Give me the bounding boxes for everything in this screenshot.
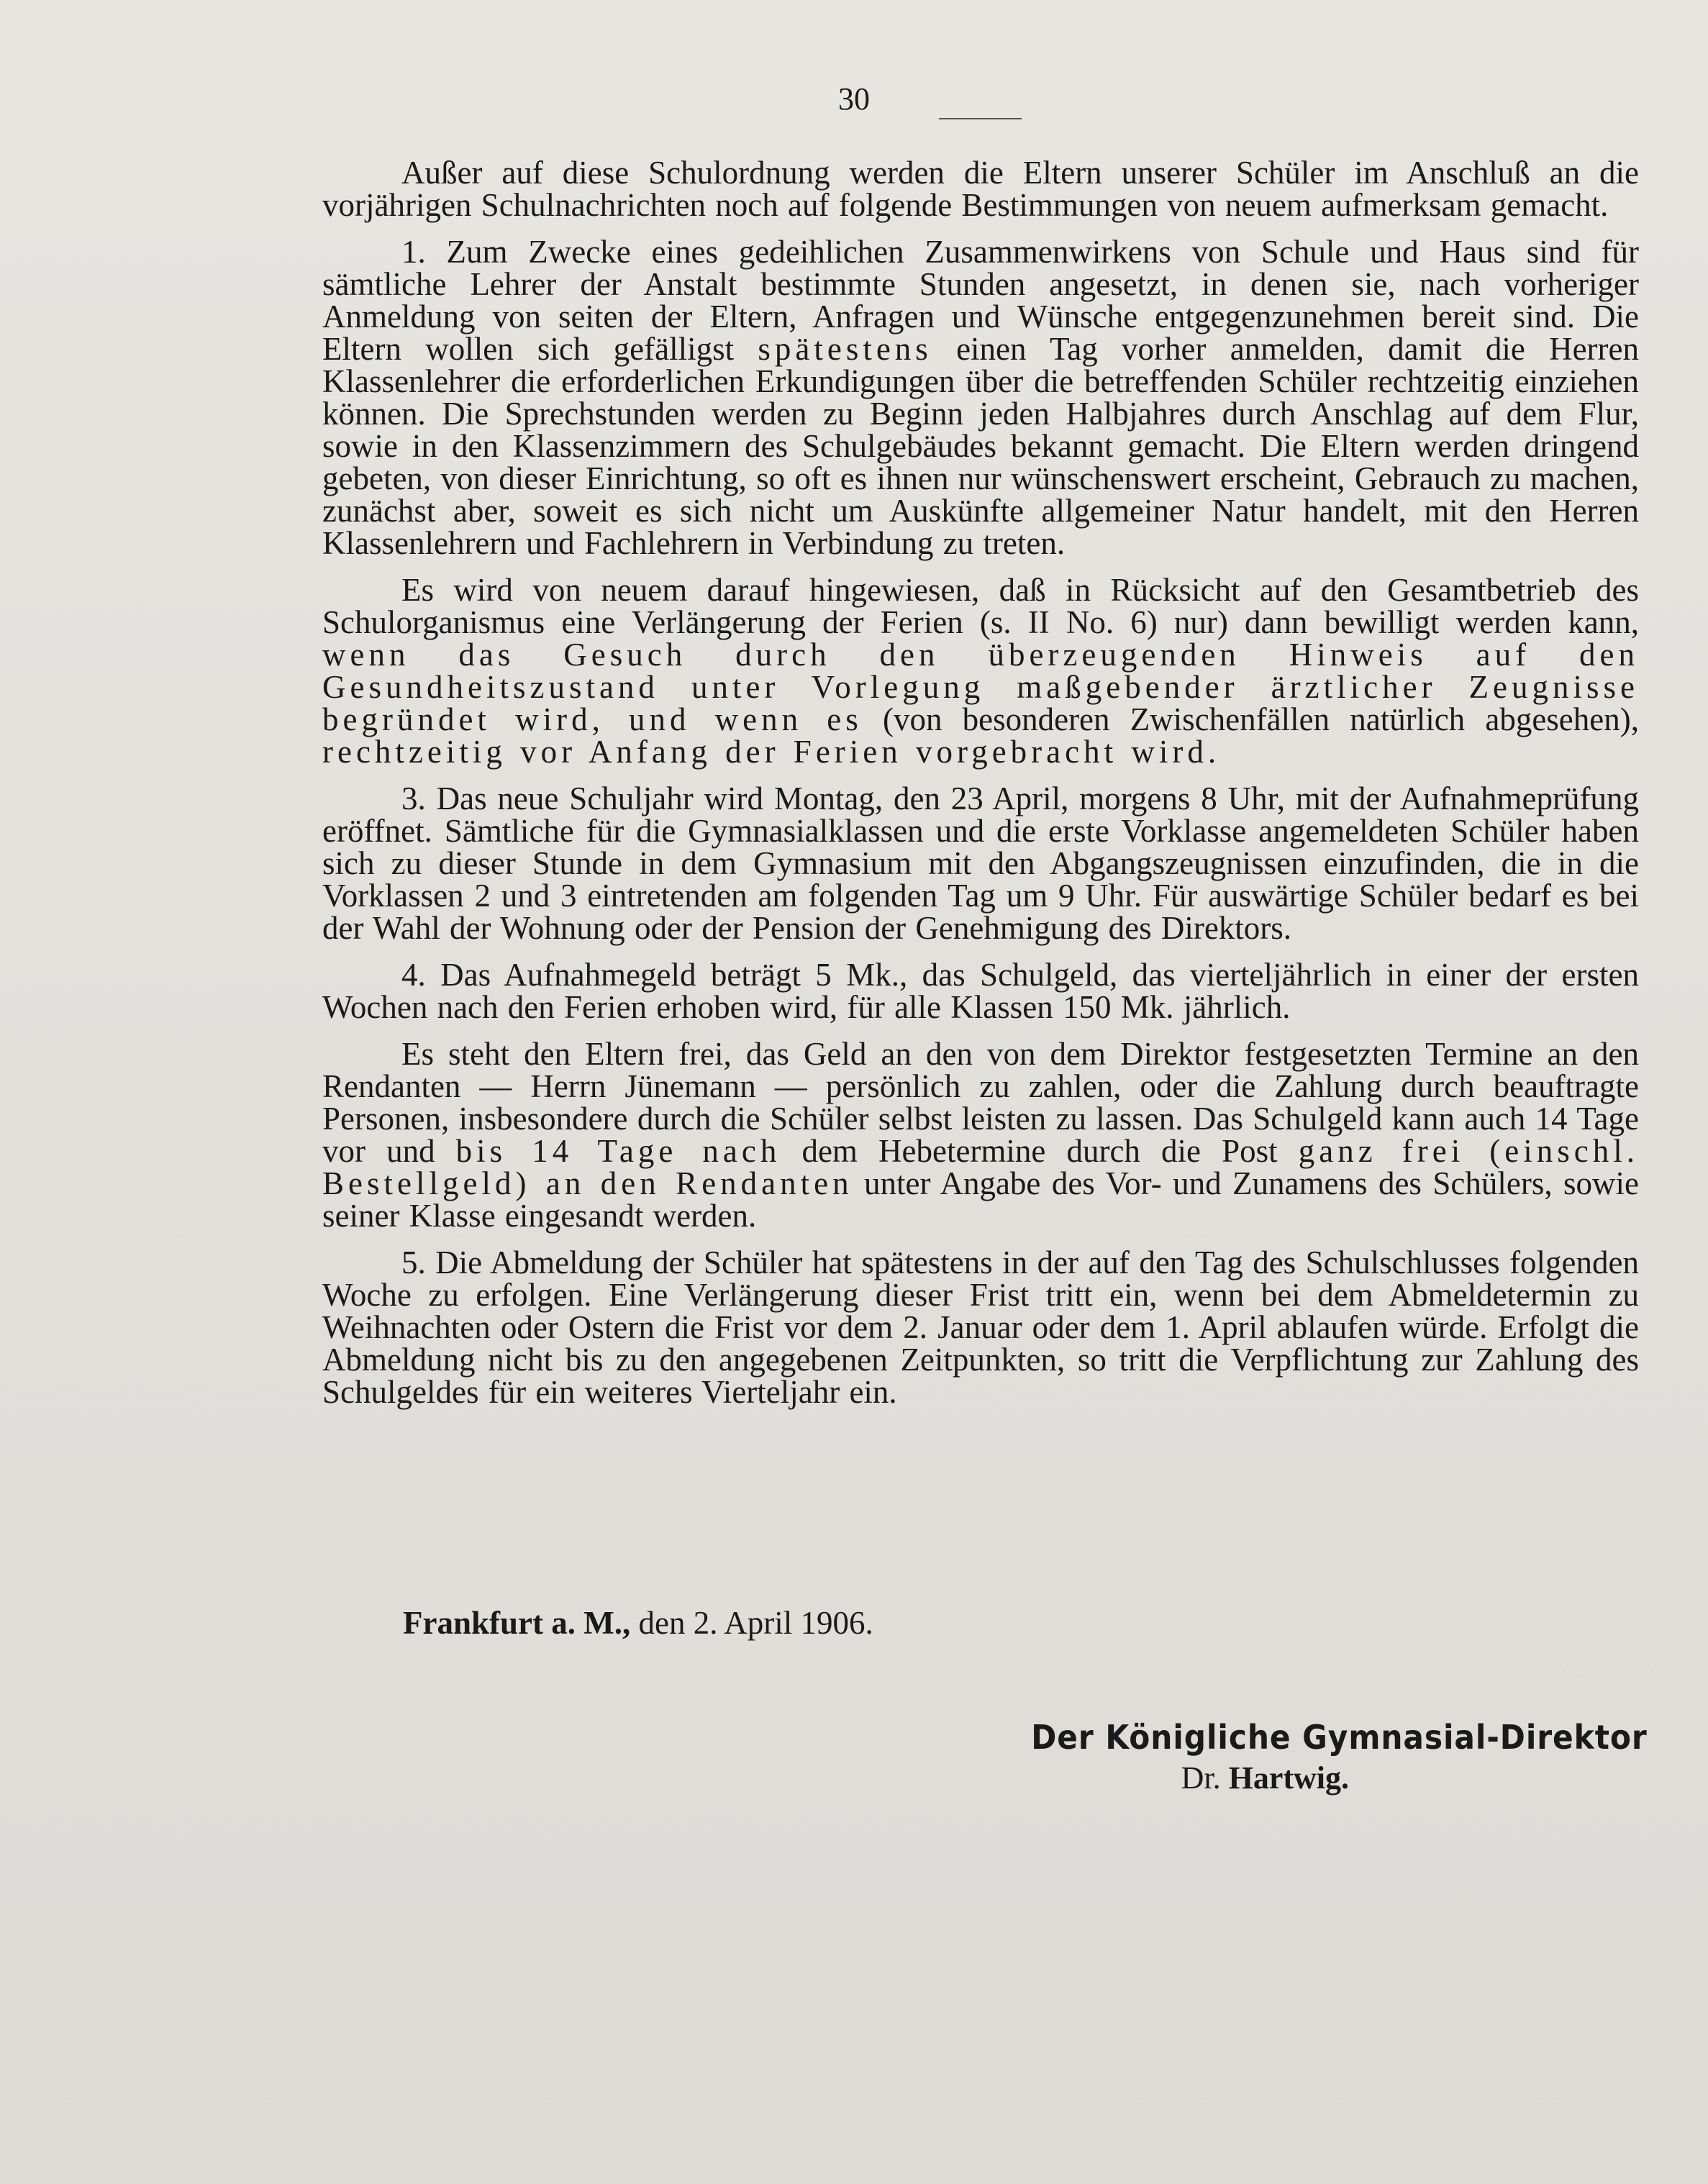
- emphasized-text: spätestens: [758, 331, 932, 367]
- paragraph-deregistration: [322, 1247, 1639, 1409]
- paragraph-text: Außer auf diese Schulordnung werden die Eltern unserer Schüler im Anschluß an die vorjährigen Schulnachrichten noch auf folgende Bestimmungen von neuem aufmerksam gemacht.: [322, 155, 1639, 223]
- paragraph-school-year-start: [322, 783, 1639, 945]
- date: den 2. April 1906.: [638, 1605, 873, 1641]
- paragraph-text: (von besonderen Zwischenfällen natürlich abgesehen),: [862, 701, 1639, 737]
- signature-surname: Hartwig.: [1228, 1760, 1349, 1796]
- emphasized-text: rechtzeitig vor Anfang der Ferien vorgebracht wird.: [322, 734, 1221, 770]
- paragraph-intro: [322, 157, 1639, 222]
- signature-name: [986, 1759, 1349, 1798]
- page-number-rule: [939, 118, 1022, 119]
- paragraph-text: Es steht den Eltern frei, das Geld an den von dem Direktor festgesetzten Termine an den Rendanten — Herrn Jünemann — persönlich zu zahlen, oder die Zahlung durch beauftragte Personen, insbesondere durch die Schüler selbst leisten zu lassen. Das Schulgeld kann auch 14 Tage vor und: [322, 1036, 1639, 1169]
- emphasized-text: ganz frei (einschl. Bestellgeld) an den Rendanten: [322, 1133, 1639, 1201]
- paragraph-consultation-hours: [322, 236, 1639, 560]
- signature-block: [986, 1716, 1648, 1798]
- body-text: [322, 157, 1639, 1423]
- paragraph-fees: [322, 959, 1639, 1024]
- paragraph-text: 1. Zum Zwecke eines gedeihlichen Zusammenwirkens von Schule und Haus sind für sämtliche Lehrer der Anstalt bestimmte Stunden angesetzt, in denen sie, nach vorheriger Anmeldung von seiten der Eltern, Anfragen und Wünsche entgegenzunehmen bereit sind. Die Eltern wollen sich gefälligst: [322, 234, 1639, 367]
- paragraph-text: einen Tag vorher anmelden, damit die Herren Klassenlehrer die erforderlichen Erkundigungen über die betreffenden Schüler rechtzeitig einziehen können. Die Sprechstunden werden zu Beginn jeden Halbjahres durch Anschlag auf dem Flur, sowie in den Klassenzimmern des Schulgebäudes bekannt gemacht. Die Eltern werden dringend gebeten, von dieser Einrichtung, so oft es ihnen nur wünschenswert erscheint, Gebrauch zu machen, zunächst aber, soweit es sich nicht um Auskünfte allgemeiner Natur handelt, mit den Herren Klassenlehrern und Fachlehrern in Verbindung zu treten.: [322, 331, 1639, 561]
- paragraph-text: Es wird von neuem darauf hingewiesen, daß in Rücksicht auf den Gesamtbetrieb des Schulorganismus eine Verlängerung der Ferien (s. II No. 6) nur) dann bewilligt werden kann,: [322, 572, 1639, 640]
- emphasized-text: wenn das Gesuch durch den überzeugenden Hinweis auf den Gesundheitszustand unter Vorlegung maßgebender ärztlicher Zeugnisse begründet wird, und wenn es: [322, 637, 1639, 737]
- paragraph-payment: [322, 1038, 1639, 1232]
- place-and-date: [403, 1603, 873, 1643]
- paragraph-text: 5. Die Abmeldung der Schüler hat spätestens in der auf den Tag des Schulschlusses folgenden Woche zu erfolgen. Eine Verlängerung dieser Frist tritt ein, wenn bei dem Abmeldetermin zu Weihnachten oder Ostern die Frist vor dem 2. Januar oder dem 1. April ablaufen würde. Erfolgt die Abmeldung nicht bis zu den angegebenen Zeitpunkten, so tritt die Verpflichtung zur Zahlung des Schulgeldes für ein weiteres Vierteljahr ein.: [322, 1245, 1639, 1410]
- paragraph-text: dem Hebetermine durch die Post: [781, 1133, 1299, 1169]
- paragraph-holiday-extension: [322, 574, 1639, 768]
- paragraph-text: unter Angabe des Vor- und Zunamens des Schülers, sowie seiner Klasse eingesandt werden.: [322, 1165, 1639, 1234]
- signature-prefix: Dr.: [1181, 1760, 1221, 1796]
- paragraph-text: 4. Das Aufnahmegeld beträgt 5 Mk., das Schulgeld, das vierteljährlich in einer der ersten Wochen nach den Ferien erhoben wird, für alle Klassen 150 Mk. jährlich.: [322, 957, 1639, 1025]
- emphasized-text: bis 14 Tage nach: [455, 1133, 781, 1169]
- paragraph-text: 3. Das neue Schuljahr wird Montag, den 23 April, morgens 8 Uhr, mit der Aufnahmeprüfung eröffnet. Sämtliche für die Gymnasialklassen und die erste Vorklasse angemeldeten Schüler haben sich zu dieser Stunde in dem Gymnasium mit den Abgangszeugnissen einzufinden, die in die Vorklassen 2 und 3 eintretenden am folgenden Tag um 9 Uhr. Für auswärtige Schüler bedarf es bei der Wahl der Wohnung oder der Pension der Genehmigung des Direktors.: [322, 781, 1639, 946]
- page-number: 30: [838, 81, 870, 117]
- signature-title: Der Königliche Gymnasial-Direktor: [1031, 1718, 1648, 1757]
- place: Frankfurt a. M.,: [403, 1605, 631, 1641]
